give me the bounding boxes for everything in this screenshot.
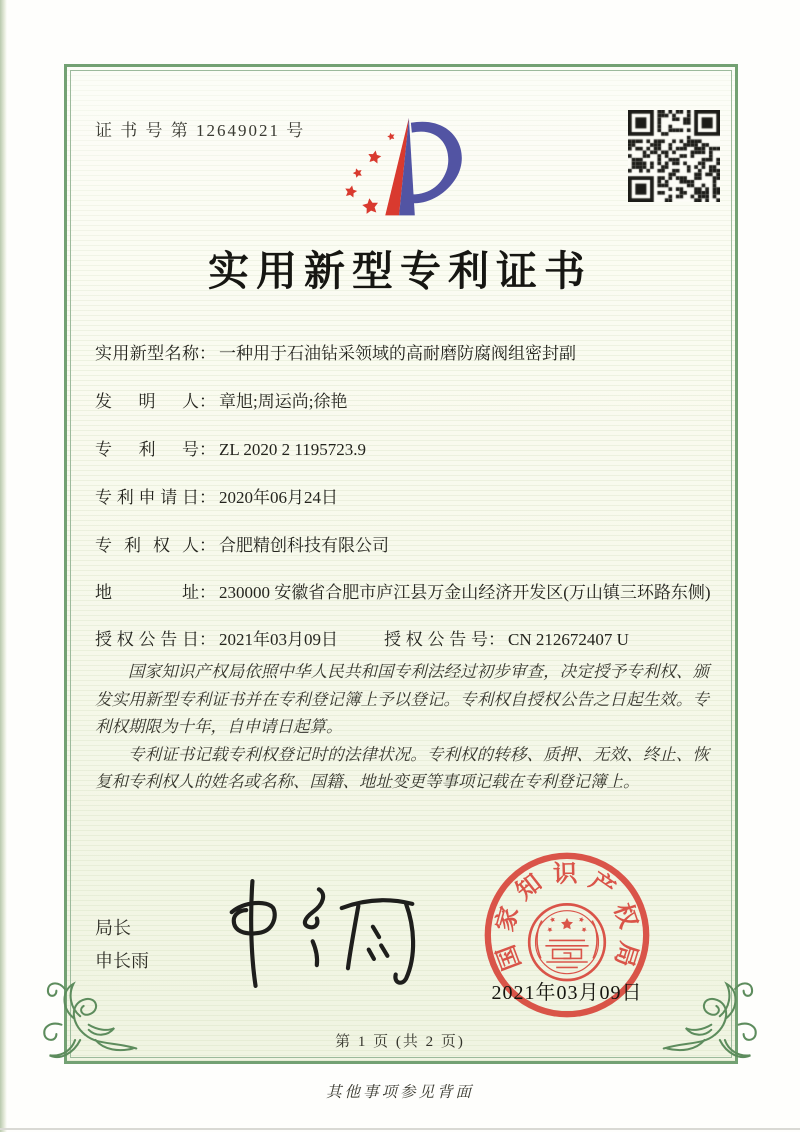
seal-date: 2021年03月09日 xyxy=(491,982,643,1004)
field-label: 授 权 公 告 号 xyxy=(384,630,488,649)
field-value: 合肥精创科技有限公司 xyxy=(219,536,389,555)
field-label: 发 明 人 xyxy=(95,392,199,411)
field-grant-date: 授 权 公 告 日 ： 2021年03月09日 xyxy=(95,626,338,654)
field-label: 专 利 权 人 xyxy=(95,536,199,555)
field-label: 专 利 申 请 日 xyxy=(95,488,199,507)
officer-signature xyxy=(213,876,431,992)
back-side-note: 其他事项参见背面 xyxy=(325,1084,474,1101)
field-value: CN 212672407 U xyxy=(508,630,629,649)
corner-flourish-icon xyxy=(662,976,764,1070)
field-value: 230000 安徽省合肥市庐江县万金山经济开发区(万山镇三环路东侧) xyxy=(219,583,711,602)
cnipa-patent-logo-icon xyxy=(338,110,466,236)
legal-paragraph: 国家知识产权局依照中华人民共和国专利法经过初步审查，决定授予专利权、颁发实用新型专利证书并在专利登记簿上予以登记。专利权自授权公告之日起生效。专利权期限为十年，自申请日起算。 xyxy=(95,662,709,736)
field-label: 专 利 号 xyxy=(95,440,199,459)
field-address: 地 址 ： 230000 安徽省合肥市庐江县万金山经济开发区(万山镇三环路东侧) xyxy=(95,580,713,608)
certificate-fields xyxy=(95,340,713,628)
national-emblem-icon xyxy=(529,904,605,980)
officer-block xyxy=(95,912,149,978)
field-label: 地 址 xyxy=(95,583,199,602)
field-label: 实 用 新 型 名 称 xyxy=(95,344,199,363)
grant-row xyxy=(95,626,725,654)
field-inventors: 发 明 人 ： 章旭;周运尚;徐艳 xyxy=(95,388,713,416)
field-patent-number: 专 利 号 ： ZL 2020 2 1195723.9 xyxy=(95,436,713,464)
field-value: ZL 2020 2 1195723.9 xyxy=(219,440,367,459)
field-value: 2021年03月09日 xyxy=(219,630,338,649)
certificate-number: 证 书 号 第 12649021 号 xyxy=(95,121,306,140)
certificate-title: 实用新型专利证书 xyxy=(208,248,592,294)
qr-code xyxy=(628,110,720,202)
corner-flourish-icon xyxy=(36,976,138,1070)
officer-name: 申长雨 xyxy=(95,951,149,971)
page-number: 第 1 页 (共 2 页) xyxy=(335,1034,465,1050)
field-value: 2020年06月24日 xyxy=(219,488,338,507)
field-filing-date: 专 利 申 请 日 ： 2020年06月24日 xyxy=(95,484,713,512)
legal-paragraph: 专利证书记载专利权登记时的法律状况。专利权的转移、质押、无效、终止、恢复和专利权人的姓名或名称、国籍、地址变更等事项记载在专利登记簿上。 xyxy=(95,744,709,791)
field-grant-number: 授 权 公 告 号 ： CN 212672407 U xyxy=(384,626,629,654)
seal-authority-text: 国家知识产权局 xyxy=(491,860,643,974)
field-value: 一种用于石油钻采领域的高耐磨防腐阀组密封副 xyxy=(219,344,576,363)
officer-title: 局长 xyxy=(95,918,131,938)
field-utility-model-name: 实 用 新 型 名 称 ： 一种用于石油钻采领域的高耐磨防腐阀组密封副 xyxy=(95,340,713,368)
field-value: 章旭;周运尚;徐艳 xyxy=(219,392,348,411)
legal-text xyxy=(95,658,709,796)
field-patentee: 专 利 权 人 ： 合肥精创科技有限公司 xyxy=(95,532,713,560)
field-label: 授 权 公 告 日 xyxy=(95,630,199,649)
